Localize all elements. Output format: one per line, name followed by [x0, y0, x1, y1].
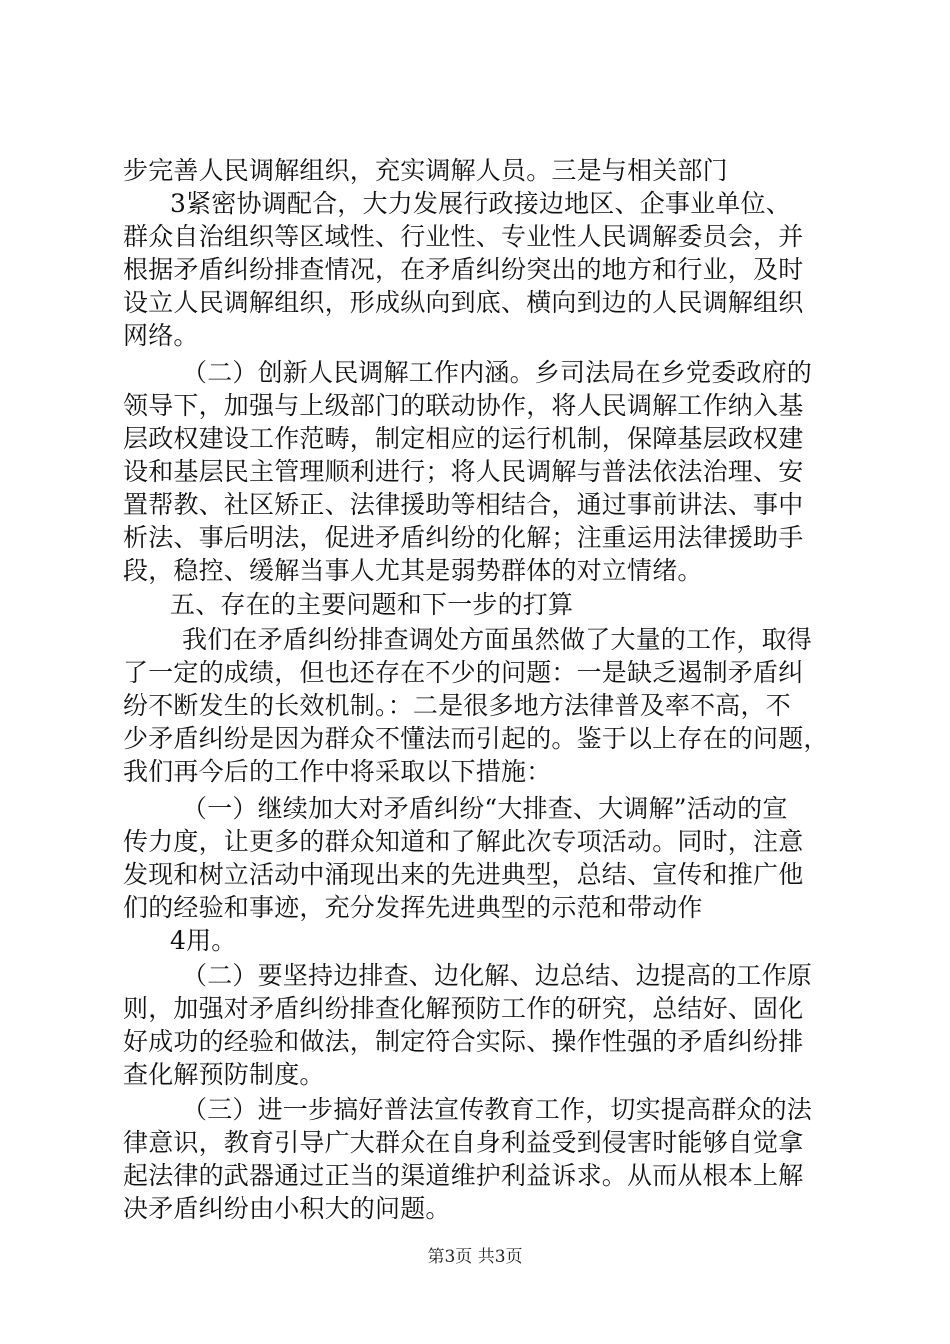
text-line: 网络。	[123, 321, 199, 350]
text-line: 少矛盾纠纷是因为群众不懂法而引起的。鉴于以上存在的问题，	[123, 724, 829, 753]
text-line: 则，加强对矛盾纠纷排查化解预防工作的研究，总结好、固化	[123, 994, 804, 1023]
text-line: 了一定的成绩，但也还存在不少的问题：一是缺乏遏制矛盾纠	[123, 658, 804, 687]
page-number-footer: 第3页 共3页	[427, 1247, 523, 1267]
text-line: 发现和树立活动中涌现出来的先进典型，总结、宣传和推广他	[123, 860, 804, 889]
text-line: （三）进一步搞好普法宣传教育工作，切实提高群众的法	[182, 1095, 813, 1124]
text-line: 们的经验和事迹，充分发挥先进典型的示范和带动作	[123, 893, 703, 922]
text-line: （二）要坚持边排查、边化解、边总结、边提高的工作原	[182, 961, 813, 990]
text-line: 设和基层民主管理顺利进行；将人民调解与普法依法治理、安	[123, 457, 804, 486]
text-line: 纷不断发生的长效机制。：二是很多地方法律普及率不高，不	[123, 691, 791, 720]
text-line: 起法律的武器通过正当的渠道维护利益诉求。从而从根本上解	[123, 1161, 804, 1190]
text-line: 3紧密协调配合，大力发展行政接边地区、企事业单位、	[170, 189, 791, 218]
text-line: 4用。	[170, 926, 237, 955]
text-line: 我们再今后的工作中将采取以下措施：	[123, 757, 552, 786]
text-line: 律意识，教育引导广大群众在自身利益受到侵害时能够自觉拿	[123, 1128, 804, 1157]
text-line: （一）继续加大对矛盾纠纷“大排查、大调解”活动的宣	[182, 794, 788, 823]
text-line: 置帮教、社区矫正、法律援助等相结合，通过事前讲法、事中	[123, 490, 804, 519]
text-line: 好成功的经验和做法，制定符合实际、操作性强的矛盾纠纷排	[123, 1027, 804, 1056]
text-line: 段，稳控、缓解当事人尤其是弱势群体的对立情绪。	[123, 556, 703, 585]
text-line: 传力度，让更多的群众知道和了解此次专项活动。同时，注意	[123, 827, 804, 856]
text-line: 群众自治组织等区域性、行业性、专业性人民调解委员会，并	[123, 222, 804, 251]
text-line: 查化解预防制度。	[123, 1060, 325, 1089]
text-line: 析法、事后明法，促进矛盾纠纷的化解；注重运用法律援助手	[123, 523, 804, 552]
section-heading: 五、存在的主要问题和下一步的打算	[170, 590, 574, 619]
text-line: 我们在矛盾纠纷排查调处方面虽然做了大量的工作，取得	[182, 625, 813, 654]
text-line: 根据矛盾纠纷排查情况，在矛盾纠纷突出的地方和行业，及时	[123, 255, 804, 284]
text-line: 设立人民调解组织，形成纵向到底、横向到边的人民调解组织	[123, 288, 804, 317]
text-line: 步完善人民调解组织，充实调解人员。三是与相关部门	[123, 156, 728, 185]
text-line: 层政权建设工作范畴，制定相应的运行机制，保障基层政权建	[123, 424, 804, 453]
text-line: 领导下，加强与上级部门的联动协作，将人民调解工作纳入基	[123, 391, 804, 420]
text-line: 决矛盾纠纷由小积大的问题。	[123, 1194, 451, 1223]
section-heading: （二）创新人民调解工作内涵。乡司法局在乡党委政府的	[182, 358, 813, 387]
